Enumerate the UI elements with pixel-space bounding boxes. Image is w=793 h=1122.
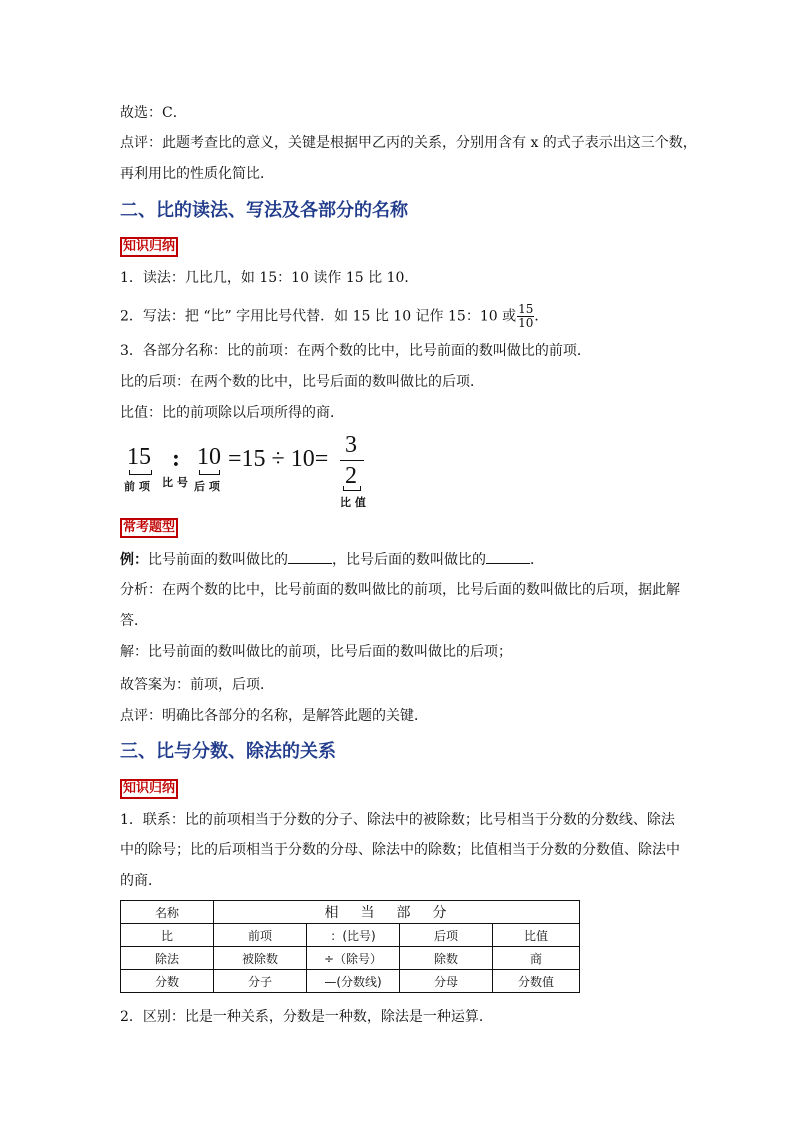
example-text-b: ，比号后面的数叫做比的 [332, 552, 486, 568]
table-header-parts: 相当部分 [214, 901, 580, 924]
table-cell: 分数 [121, 970, 214, 993]
table-row [121, 970, 580, 993]
table-header-row [121, 901, 580, 924]
item-reading: 1．读法：几比几，如 15：10 读作 15 比 10． [120, 270, 419, 286]
table-row [121, 924, 580, 947]
fraction-15-10 [517, 303, 534, 330]
diagram-fraction-line [340, 460, 364, 461]
section-heading-2: 二、比的读法、写法及各部分的名称 [120, 200, 408, 221]
table-cell: 除数 [400, 947, 493, 970]
comment-line-2: 再利用比的性质化简比． [120, 166, 274, 182]
tag-knowledge-3: 知识归纳 [120, 779, 178, 799]
table-cell: 商 [493, 947, 580, 970]
section-heading-3: 三、比与分数、除法的关系 [120, 741, 336, 762]
table-cell: —(分数线) [307, 970, 400, 993]
answer-line: 故选：C． [120, 105, 187, 121]
diagram-value-numerator: 3 [345, 432, 357, 458]
item-back-term: 比的后项：在两个数的比中，比号后面的数叫做比的后项． [120, 374, 484, 390]
diagram-bracket-front [129, 470, 152, 475]
analysis-line: 分析：在两个数的比中，比号前面的数叫做比的前项，比号后面的数叫做比的后项，据此解 [120, 582, 680, 598]
table-header-name: 名称 [121, 901, 214, 924]
table-cell: 被除数 [214, 947, 307, 970]
table-row [121, 947, 580, 970]
item-writing-text: 2．写法：把 “比” 字用比号代替．如 15 比 10 记作 15：10 或 [120, 308, 517, 325]
fraction-denominator: 10 [518, 316, 534, 330]
table-cell: 前项 [214, 924, 307, 947]
diagram-bracket-back [199, 470, 220, 475]
relation-line-3: 的商． [120, 873, 162, 889]
tag-knowledge: 知识归纳 [120, 237, 178, 257]
table-cell: 比值 [493, 924, 580, 947]
comment-line-section2: 点评：明确比各部分的名称，是解答此题的关键． [120, 708, 428, 724]
diagram-label-value: 比 值 [340, 496, 366, 509]
fraction-numerator: 15 [518, 302, 534, 316]
diagram-back-term: 10 [197, 444, 221, 470]
diagram-label-front: 前 项 [124, 480, 150, 493]
item-writing [120, 303, 548, 330]
blank-2 [486, 549, 530, 564]
table-cell: 分数值 [493, 970, 580, 993]
table-cell: 分子 [214, 970, 307, 993]
diagram-front-term: 15 [127, 444, 151, 470]
final-answer-line: 故答案为：前项，后项． [120, 677, 274, 693]
relation-line-1: 1．联系：比的前项相当于分数的分子、除法中的被除数；比号相当于分数的分数线、除法 [120, 812, 675, 828]
example-text-c: ． [530, 552, 544, 568]
table-cell: 后项 [400, 924, 493, 947]
diagram-equation: =15 ÷ 10= [228, 446, 329, 472]
diagram-colon: : [172, 446, 180, 472]
table-cell: 除法 [121, 947, 214, 970]
example-line [120, 549, 544, 570]
blank-1 [288, 549, 332, 564]
item-parts: 3．各部分名称：比的前项：在两个数的比中，比号前面的数叫做比的前项． [120, 343, 591, 359]
tag-common-questions: 常考题型 [120, 518, 178, 538]
solution-line: 解：比号前面的数叫做比的前项，比号后面的数叫做比的后项； [120, 644, 512, 660]
table-cell: 比 [121, 924, 214, 947]
relation-table [120, 900, 580, 993]
diagram-value-denominator: 2 [345, 463, 357, 489]
diagram-label-colon: 比 号 [162, 476, 188, 489]
analysis-line-2: 答． [120, 613, 148, 629]
item-ratio-value: 比值：比的前项除以后项所得的商． [120, 405, 344, 421]
relation-line-2: 中的除号；比的后项相当于分数的分母、除法中的除数；比值相当于分数的分数值、除法中 [120, 842, 680, 858]
example-label: 例： [120, 552, 148, 568]
table-cell: 分母 [400, 970, 493, 993]
item-writing-end: ． [534, 308, 549, 325]
diagram-bracket-value [343, 486, 361, 491]
table-cell: ：(比号) [307, 924, 400, 947]
example-text-a: 比号前面的数叫做比的 [148, 552, 288, 568]
difference-line: 2．区别：比是一种关系，分数是一种数，除法是一种运算． [120, 1009, 493, 1025]
diagram-label-back: 后 项 [194, 480, 220, 493]
comment-line: 点评：此题考查比的意义，关键是根据甲乙丙的关系，分别用含有 x 的式子表示出这三个数， [120, 135, 697, 151]
table-cell: ÷（除号） [307, 947, 400, 970]
